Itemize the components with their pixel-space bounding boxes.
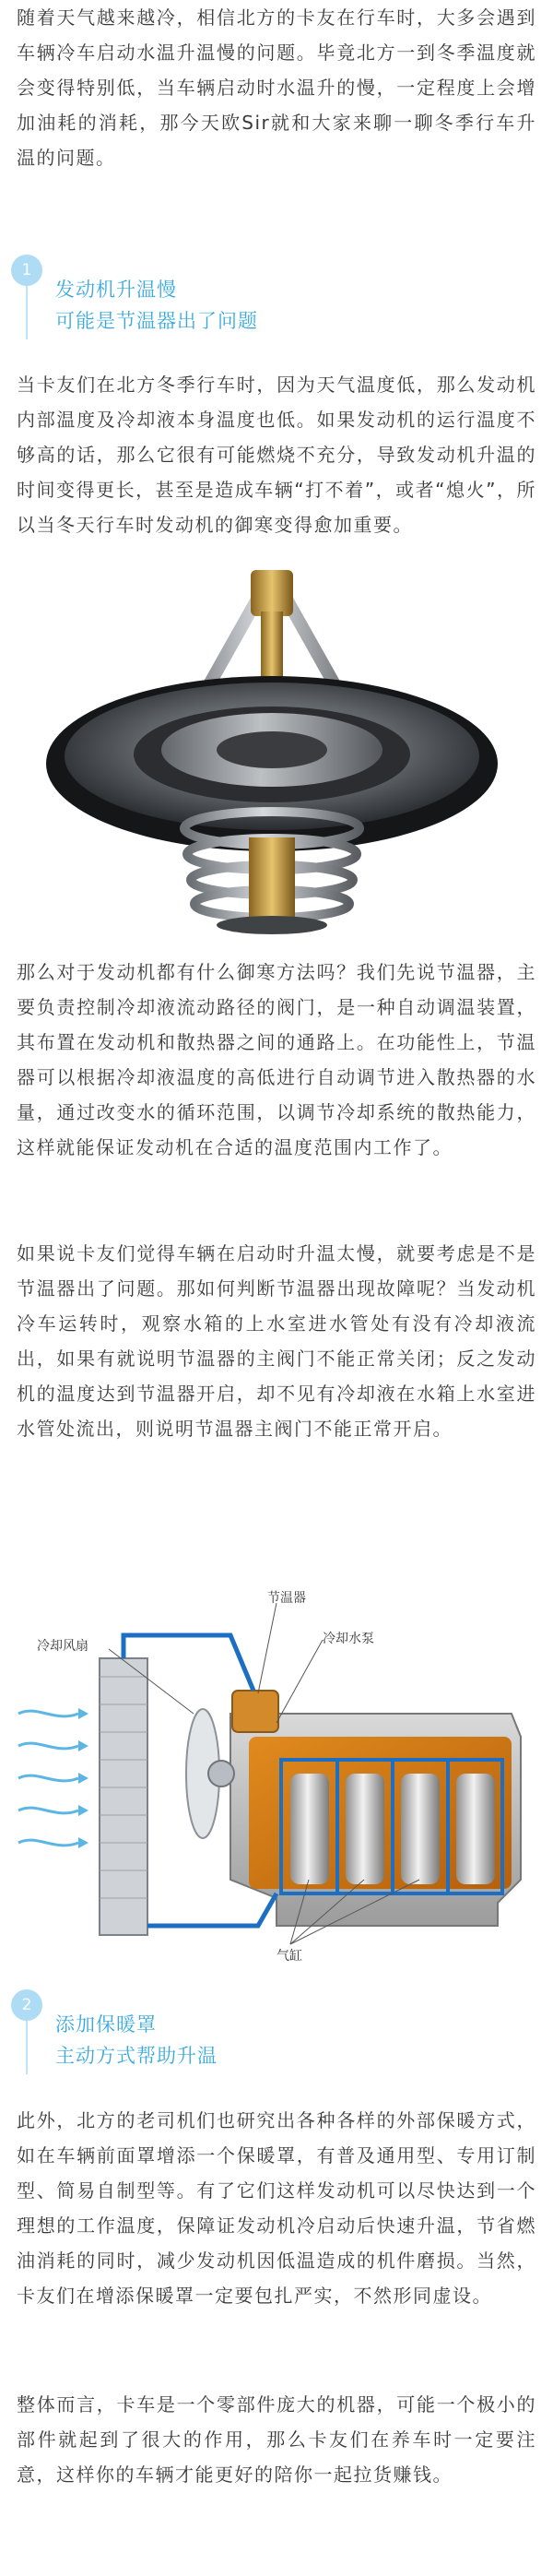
paragraph: 那么对于发动机都有什么御寒方法吗？我们先说节温器，主要负责控制冷却液流动路径的阀门，是一种自动调温装置，其布置在发动机和散热器之间的通路上。在功能性上，节温器可以根据冷却液温度的高低进行自动调节进入散热器的水量，通过改变水的循环范围，以调节冷却系统的散热能力，这样就能保证发动机在合适的温度范围内工作了。 [17,961,536,1158]
section-divider-line [26,2021,28,2074]
section-1-header [0,255,553,356]
section-divider-line [26,286,28,339]
para1-block [0,367,553,542]
section-title-line2: 主动方式帮助升温 [55,2045,218,2067]
thermostat-photo [37,561,516,939]
section-number-badge: 2 [11,1989,42,2021]
label-thermostat: 节温器 [267,1591,306,1606]
para5-block [0,2387,553,2492]
paragraph: 当卡友们在北方冬季行车时，因为天气温度低，那么发动机内部温度及冷却液本身温度也低。如果发动机的运行温度不够高的话，那么它很有可能燃烧不充分，导致发动机升温的时间变得更长，甚至是造成车辆“打不着”，或者“熄火”，所以当冬天行车时发动机的御寒变得愈加重要。 [17,374,536,536]
para4-block [0,2103,553,2313]
intro-block [0,0,553,175]
paragraph: 整体而言，卡车是一个零部件庞大的机器，可能一个极小的部件就起到了很大的作用，那么卡友们在养车时一定要注意，这样你的车辆才能更好的陪你一起拉货赚钱。 [17,2393,536,2486]
section-title-line1: 添加保暖罩 [55,2013,157,2036]
section-title-line2: 可能是节温器出了问题 [55,310,258,332]
section-number-badge: 1 [11,255,42,286]
paragraph: 如果说卡友们觉得车辆在启动时升温太慢，就要考虑是不是节温器出了问题。那如何判断节温器出现故障呢？当发动机冷车运转时，观察水箱的上水室进水管处有没有冷却液流出，如果有就说明节温器的主阀门不能正常关闭；反之发动机的温度达到节温器开启，却不见有冷却液在水箱上水室进水管处流出，则说明节温器主阀门不能正常开启。 [17,1242,536,1440]
engine-cooling-diagram [0,1575,553,1981]
intro-paragraph: 随着天气越来越冷，相信北方的卡友在行车时，大多会遇到车辆冷车启动水温升温慢的问题。毕竟北方一到冬季温度就会变得特别低，当车辆启动时水温升的慢，一定程度上会增加油耗的消耗，那今天欧Sir就和大家来聊一聊冬季行车升温的问题。 [17,6,536,169]
label-water-pump: 冷却水泵 [323,1632,374,1646]
para2-block [0,955,553,1165]
section-2-header [0,1989,553,2091]
para3-block [0,1236,553,1446]
section-title-line1: 发动机升温慢 [55,279,177,301]
label-cooling-fan: 冷却风扇 [37,1639,88,1654]
label-cylinder: 气缸 [276,1949,302,1964]
paragraph: 此外，北方的老司机们也研究出各种各样的外部保暖方式，如在车辆前面罩增添一个保暖罩，有普及通用型、专用订制型、简易自制型等。有了它们这样发动机可以尽快达到一个理想的工作温度，保障证发动机冷启动后快速升温，节省燃油消耗的同时，减少发动机因低温造成的机件磨损。当然，卡友们在增添保暖罩一定要包扎严实，不然形同虚设。 [17,2109,536,2307]
